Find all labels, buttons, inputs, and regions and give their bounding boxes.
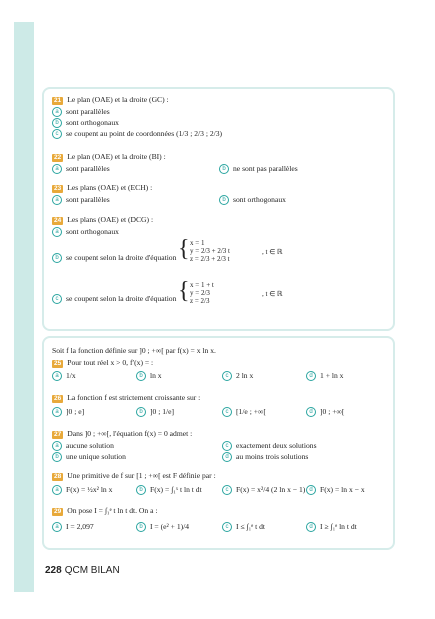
option-28a[interactable] (52, 485, 112, 495)
option-text: sont parallèles (66, 195, 110, 204)
question-number: 27 (54, 431, 62, 438)
option-b-bubble: b (136, 522, 146, 532)
option-c-bubble: c (52, 294, 62, 304)
option-24b[interactable] (52, 253, 176, 263)
option-b-bubble: b (136, 371, 146, 381)
option-b-bubble: b (136, 407, 146, 417)
option-text: se coupent selon la droite d'équation (66, 253, 177, 262)
side-color-band (14, 22, 34, 592)
option-26b[interactable] (136, 407, 174, 417)
option-b-bubble: b (219, 164, 229, 174)
option-25b[interactable] (136, 371, 162, 381)
option-b-bubble: b (136, 485, 146, 495)
option-text: F(x) = x²/4 (2 ln x − 1) (236, 485, 306, 494)
option-b-bubble: b (52, 253, 62, 263)
option-text: F(x) = ∫₁ˣ t ln t dt (150, 485, 202, 494)
page-footer (45, 565, 120, 576)
option-21b[interactable] (52, 118, 119, 128)
question-number: 25 (54, 360, 62, 367)
equation-line: z = 2/3 (190, 297, 210, 305)
option-text: aucune solution (66, 441, 114, 450)
option-a-bubble: a (52, 107, 62, 117)
question-number: 29 (54, 508, 62, 515)
page-number: 228 (45, 565, 62, 576)
option-26d[interactable] (306, 407, 344, 417)
option-23b[interactable] (219, 195, 286, 205)
option-a-bubble: a (52, 371, 62, 381)
option-text: [1/e ; +∞[ (236, 407, 266, 416)
question-28 (52, 471, 216, 481)
option-29c[interactable] (222, 522, 265, 532)
option-a-bubble: a (52, 164, 62, 174)
option-29d[interactable] (306, 522, 357, 532)
intro-text: Soit f la fonction définie sur ]0 ; +∞[ par f(x) = x ln x. (52, 346, 216, 355)
section-label: QCM BILAN (64, 565, 120, 576)
option-text: ]0 ; e] (66, 407, 85, 416)
option-text: I = (e² + 1)/4 (150, 522, 190, 531)
question-21 (52, 95, 169, 105)
option-27d[interactable] (222, 452, 308, 462)
question-text: La fonction f est strictement croissante sur : (67, 393, 201, 402)
question-number: 28 (54, 473, 62, 480)
option-text: sont parallèles (66, 107, 110, 116)
option-21a[interactable] (52, 107, 110, 117)
question-23 (52, 183, 152, 193)
option-24a[interactable] (52, 227, 119, 237)
question-29 (52, 506, 158, 516)
option-text: ]0 ; +∞[ (320, 407, 345, 416)
option-text: F(x) = ½x² ln x (66, 485, 113, 494)
option-27c[interactable] (222, 441, 317, 451)
option-29a[interactable] (52, 522, 94, 532)
question-text: Les plans (OAE) et (ECH) : (67, 183, 153, 192)
option-c-bubble: c (52, 129, 62, 139)
option-21c[interactable] (52, 129, 222, 139)
option-d-bubble: d (306, 485, 316, 495)
option-text: se coupent selon la droite d'équation (66, 294, 177, 303)
question-number: 21 (54, 97, 62, 104)
option-22b[interactable] (219, 164, 298, 174)
option-27a[interactable] (52, 441, 114, 451)
option-c-bubble: c (222, 485, 232, 495)
option-25c[interactable] (222, 371, 253, 381)
option-a-bubble: a (52, 522, 62, 532)
question-text: Le plan (OAE) et la droite (GC) : (67, 95, 169, 104)
option-c-bubble: c (222, 371, 232, 381)
option-d-bubble: d (306, 522, 316, 532)
option-22a[interactable] (52, 164, 110, 174)
question-text: Dans ]0 ; +∞[, l'équation f(x) = 0 admet : (67, 429, 193, 438)
option-text: sont orthogonaux (233, 195, 286, 204)
option-text: ln x (150, 371, 162, 380)
option-text: se coupent au point de coordonnées (1/3 ; 2/3 ; 2/3) (66, 129, 223, 138)
option-a-bubble: a (52, 441, 62, 451)
question-number: 26 (54, 395, 62, 402)
system-brace: { (178, 236, 190, 262)
option-b-bubble: b (219, 195, 229, 205)
system-brace: { (178, 278, 190, 304)
option-28c[interactable] (222, 485, 305, 495)
option-c-bubble: c (222, 441, 232, 451)
option-24c[interactable] (52, 294, 176, 304)
option-text: I ≤ ∫₁ᵉ t dt (236, 522, 265, 531)
question-27 (52, 429, 192, 439)
option-27b[interactable] (52, 452, 126, 462)
option-b-bubble: b (52, 452, 62, 462)
option-b-bubble: b (52, 118, 62, 128)
option-text: ne sont pas parallèles (233, 164, 298, 173)
question-text: Le plan (OAE) et la droite (BI) : (67, 152, 166, 161)
option-29b[interactable] (136, 522, 189, 532)
option-a-bubble: a (52, 485, 62, 495)
option-25a[interactable] (52, 371, 76, 381)
equation-line: z = 2/3 + 2/3 t (190, 255, 230, 263)
parameter-domain: , t ∈ ℝ (262, 248, 283, 256)
option-text: 1/x (66, 371, 76, 380)
option-text: 2 ln x (236, 371, 254, 380)
option-text: sont parallèles (66, 164, 110, 173)
question-text: On pose I = ∫₁ᵉ t ln t dt. On a : (67, 506, 158, 515)
option-a-bubble: a (52, 195, 62, 205)
option-text: F(x) = ln x − x (320, 485, 365, 494)
equation-system-b (190, 239, 230, 263)
qcm-card-geometry (42, 87, 395, 331)
question-22 (52, 152, 166, 162)
equation-line: y = 2/3 + 2/3 t (190, 247, 230, 255)
question-number: 23 (54, 185, 62, 192)
option-23a[interactable] (52, 195, 110, 205)
option-28d[interactable] (306, 485, 365, 495)
parameter-domain: , t ∈ ℝ (262, 290, 283, 298)
question-text: Une primitive de f sur [1 ; +∞[ est F définie par : (67, 471, 216, 480)
option-text: au moins trois solutions (236, 452, 309, 461)
question-text: Les plans (OAE) et (DCG) : (67, 215, 154, 224)
option-text: 1 + ln x (320, 371, 344, 380)
option-text: sont orthogonaux (66, 118, 119, 127)
option-c-bubble: c (222, 407, 232, 417)
option-d-bubble: d (306, 371, 316, 381)
option-text: I = 2,097 (66, 522, 94, 531)
question-26 (52, 393, 200, 403)
option-text: I ≥ ∫₁ᵉ ln t dt (320, 522, 357, 531)
option-text: sont orthogonaux (66, 227, 119, 236)
equation-system-c (190, 281, 214, 305)
option-a-bubble: a (52, 407, 62, 417)
question-24 (52, 215, 153, 225)
option-d-bubble: d (306, 407, 316, 417)
option-26a[interactable] (52, 407, 84, 417)
option-26c[interactable] (222, 407, 266, 417)
option-text: une unique solution (66, 452, 126, 461)
question-number: 24 (54, 217, 62, 224)
equation-line: x = 1 + t (190, 281, 214, 289)
option-text: ]0 ; 1/e] (150, 407, 175, 416)
option-28b[interactable] (136, 485, 202, 495)
option-25d[interactable] (306, 371, 343, 381)
option-a-bubble: a (52, 227, 62, 237)
question-25 (52, 358, 153, 368)
equation-line: y = 2/3 (190, 289, 210, 297)
qcm-card-analysis (42, 336, 395, 550)
equation-line: x = 1 (190, 239, 205, 247)
question-number: 22 (54, 154, 62, 161)
option-text: exactement deux solutions (236, 441, 317, 450)
question-text: Pour tout réel x > 0, f′(x) = : (67, 358, 154, 367)
option-c-bubble: c (222, 522, 232, 532)
option-d-bubble: d (222, 452, 232, 462)
